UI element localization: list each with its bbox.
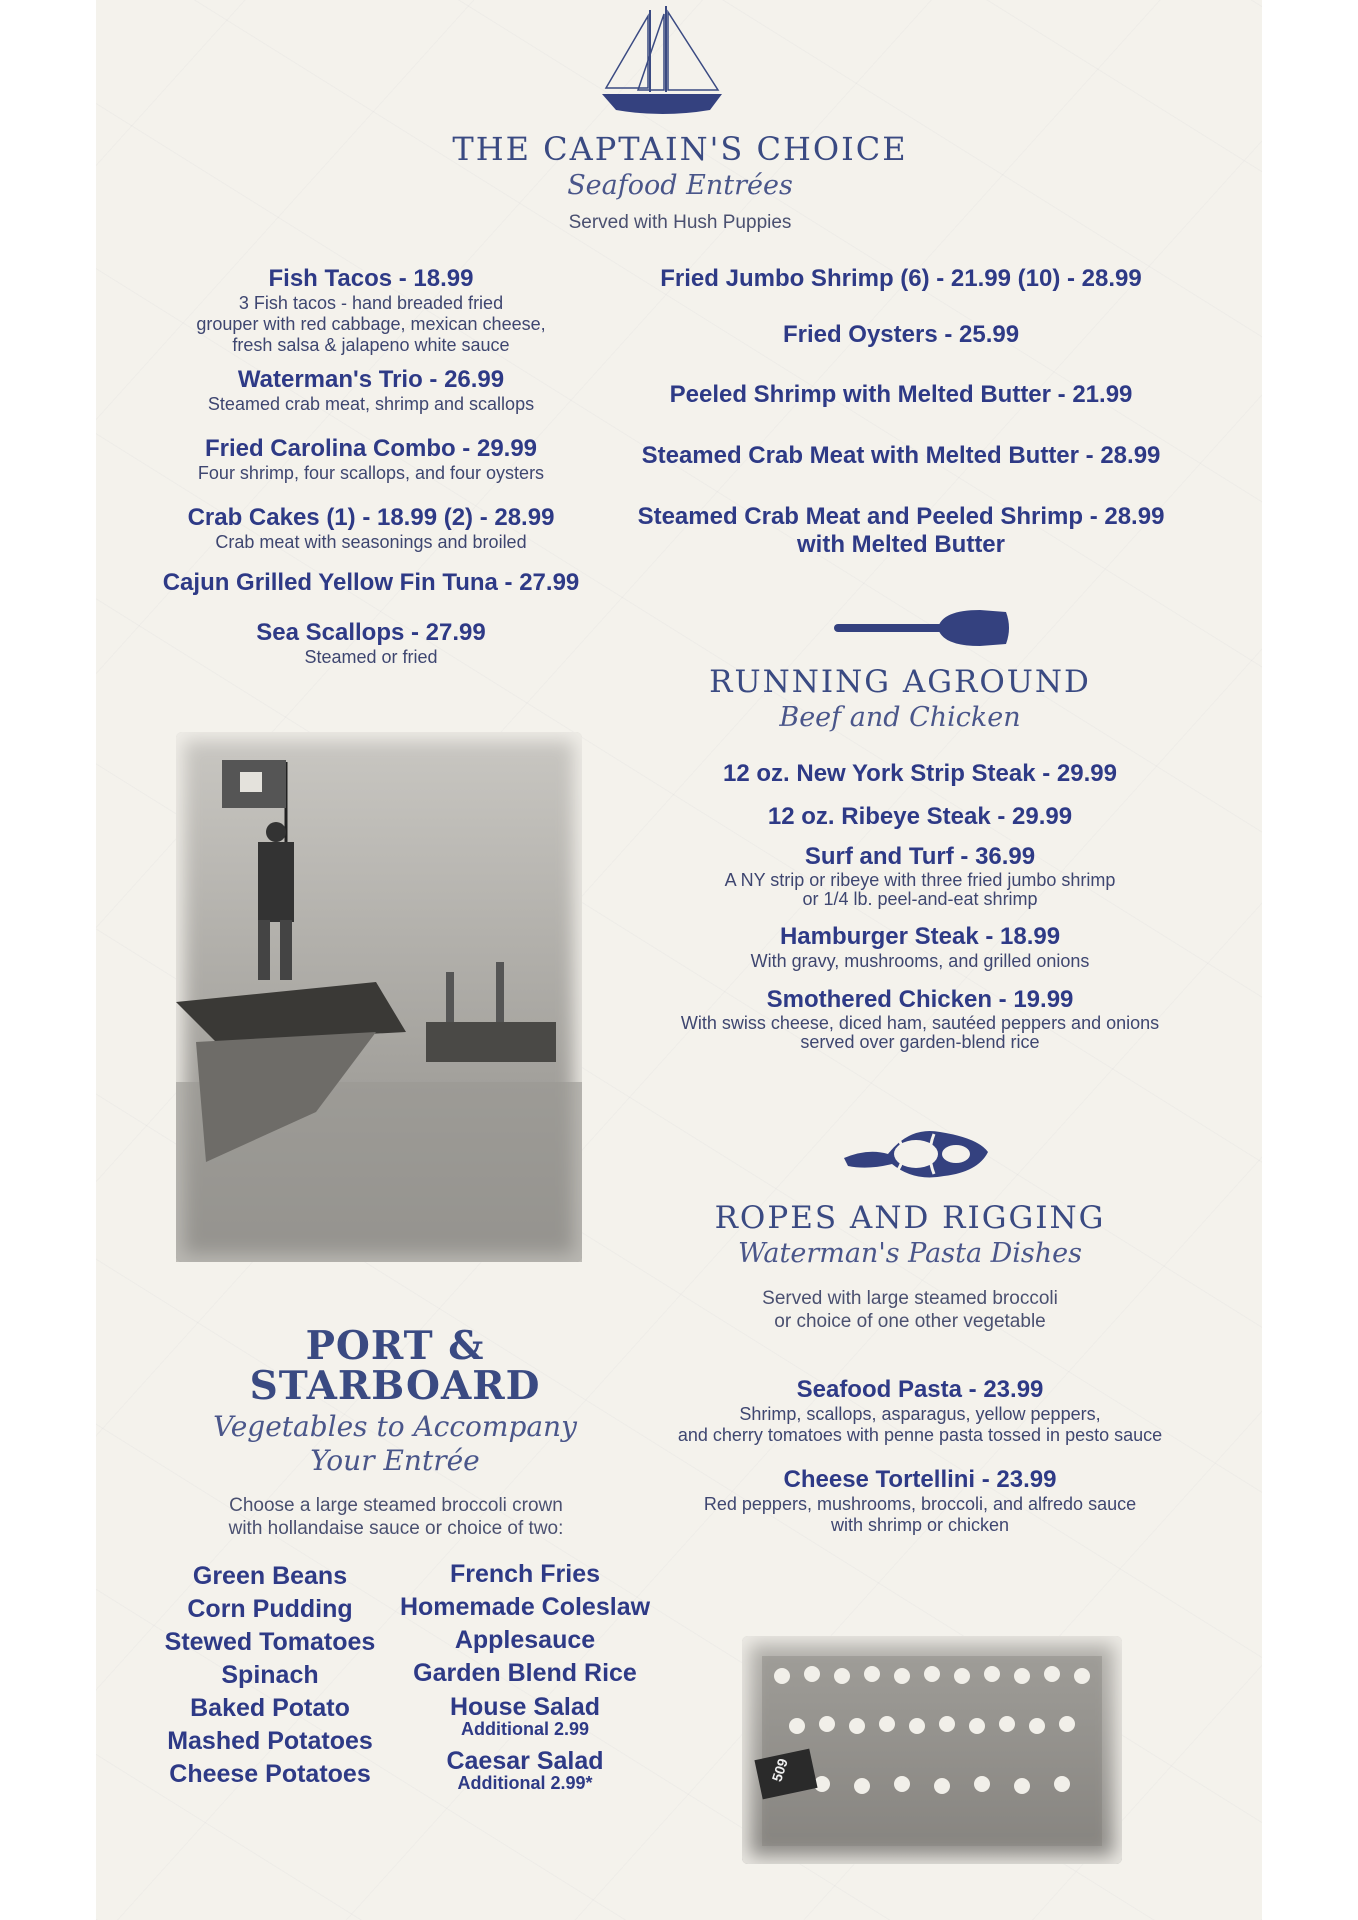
section-title-port-starboard xyxy=(200,1323,590,1409)
item-desc: and cherry tomatoes with penne pasta tossed in pesto sauce xyxy=(677,1425,1163,1445)
title-line: STARBOARD xyxy=(249,1363,541,1409)
item-desc: With swiss cheese, diced ham, sautéed peppers and onions xyxy=(680,1013,1160,1033)
title-line: PORT & xyxy=(305,1323,485,1369)
item-name: Hamburger Steak - 18.99 xyxy=(779,923,1061,950)
item-name: Surf and Turf - 36.99 xyxy=(804,843,1036,870)
section-title-ropes-rigging: ROPES AND RIGGING xyxy=(714,1200,1106,1236)
item-name: Fried Oysters - 25.99 xyxy=(782,321,1020,348)
veg-item: Cheese Potatoes xyxy=(169,1760,371,1788)
menu-item xyxy=(620,986,1220,1052)
veg-item: Baked Potato xyxy=(190,1694,350,1722)
menu-item xyxy=(136,366,606,415)
subtitle-line: Your Entrée xyxy=(310,1444,480,1477)
item-desc: Steamed or fried xyxy=(304,647,438,667)
note-line: with hollandaise sauce or choice of two: xyxy=(228,1518,564,1539)
item-desc: Four shrimp, four scallops, and four oysters xyxy=(197,463,545,483)
item-name: with Melted Butter xyxy=(797,531,1005,558)
left-menu-column xyxy=(136,265,606,668)
veg-list-right xyxy=(385,1558,665,1792)
veg-item-add-price: Additional 2.99* xyxy=(457,1773,593,1793)
aground-items xyxy=(620,760,1220,1052)
right-menu-column xyxy=(606,265,1196,559)
item-name: Peeled Shrimp with Melted Butter - 21.99 xyxy=(669,381,1133,408)
knot-icon xyxy=(838,1118,996,1190)
item-desc: or 1/4 lb. peel-and-eat shrimp xyxy=(802,889,1038,909)
veg-item: Green Beans xyxy=(192,1562,348,1590)
vintage-photo-flag xyxy=(176,732,582,1262)
menu-item xyxy=(136,265,606,356)
menu-item xyxy=(620,843,1220,909)
section-title-captains-choice: THE CAPTAIN'S CHOICE xyxy=(452,130,908,168)
item-name: Steamed Crab Meat and Peeled Shrimp - 28.99 xyxy=(637,503,1165,530)
item-name: 12 oz. Ribeye Steak - 29.99 xyxy=(767,803,1073,830)
veg-item: Applesauce xyxy=(454,1626,596,1654)
item-name: Steamed Crab Meat with Melted Butter - 28.99 xyxy=(641,442,1161,469)
item-name: Crab Cakes (1) - 18.99 (2) - 28.99 xyxy=(187,504,555,531)
item-desc: A NY strip or ribeye with three fried jumbo shrimp xyxy=(724,870,1116,890)
item-name: Cajun Grilled Yellow Fin Tuna - 27.99 xyxy=(162,569,580,596)
item-desc: Crab meat with seasonings and broiled xyxy=(215,532,527,552)
item-name: Smothered Chicken - 19.99 xyxy=(766,986,1074,1013)
item-name: Cheese Tortellini - 23.99 xyxy=(783,1466,1057,1493)
section-note-broccoli xyxy=(660,1287,1160,1333)
sailboat-icon xyxy=(598,6,726,118)
photo-scene xyxy=(176,732,582,1262)
section-subtitle-seafood: Seafood Entrées xyxy=(567,170,793,201)
veg-item: Stewed Tomatoes xyxy=(164,1628,376,1656)
note-line: Served with large steamed broccoli xyxy=(762,1288,1058,1309)
item-desc: with shrimp or chicken xyxy=(830,1515,1010,1535)
subtitle-line: Vegetables to Accompany xyxy=(213,1410,577,1443)
section-subtitle-beef-chicken: Beef and Chicken xyxy=(779,702,1021,733)
section-subtitle-pasta: Waterman's Pasta Dishes xyxy=(738,1238,1082,1269)
section-title-running-aground: RUNNING AGROUND xyxy=(709,664,1091,700)
pasta-items xyxy=(620,1376,1220,1536)
veg-item: Mashed Potatoes xyxy=(167,1727,373,1755)
item-desc: Red peppers, mushrooms, broccoli, and alfredo sauce xyxy=(703,1494,1137,1514)
item-desc: Steamed crab meat, shrimp and scallops xyxy=(207,394,535,414)
item-name: Seafood Pasta - 23.99 xyxy=(796,1376,1044,1403)
menu-item xyxy=(136,504,606,553)
menu-item xyxy=(136,435,606,484)
section-note-hush-puppies: Served with Hush Puppies xyxy=(568,212,792,233)
veg-item: Spinach xyxy=(221,1661,319,1689)
item-desc: With gravy, mushrooms, and grilled onions xyxy=(750,951,1090,971)
section-note-choose xyxy=(176,1494,616,1540)
item-name: Fish Tacos - 18.99 xyxy=(268,265,474,292)
menu-item xyxy=(620,1376,1220,1446)
item-name: Waterman's Trio - 26.99 xyxy=(237,366,505,393)
menu-item xyxy=(620,1466,1220,1536)
veg-list-left xyxy=(150,1560,390,1791)
menu-item xyxy=(136,619,606,668)
item-desc: served over garden-blend rice xyxy=(800,1032,1040,1052)
veg-item: French Fries xyxy=(449,1560,601,1588)
oar-icon xyxy=(830,606,1012,650)
section-subtitle-vegetables xyxy=(180,1410,610,1478)
item-desc: 3 Fish tacos - hand breaded fried xyxy=(238,293,504,313)
menu-item xyxy=(620,923,1220,972)
item-name: Sea Scallops - 27.99 xyxy=(256,619,486,646)
veg-item: Corn Pudding xyxy=(187,1595,353,1623)
note-line: Choose a large steamed broccoli crown xyxy=(229,1495,563,1516)
photo-badge-number: 509 xyxy=(768,1756,791,1784)
veg-item: Garden Blend Rice xyxy=(413,1659,637,1687)
item-name: Fried Jumbo Shrimp (6) - 21.99 (10) - 28.99 xyxy=(660,265,1142,292)
item-desc: grouper with red cabbage, mexican cheese, xyxy=(196,314,546,334)
photo-crowd xyxy=(742,1636,1122,1864)
veg-item-caesar-salad: Caesar Salad xyxy=(446,1747,604,1775)
veg-item-house-salad: House Salad xyxy=(449,1693,601,1721)
item-desc: Shrimp, scallops, asparagus, yellow peppers, xyxy=(739,1404,1101,1424)
veg-item: Homemade Coleslaw xyxy=(399,1593,651,1621)
vintage-photo-sailors xyxy=(742,1636,1122,1864)
item-name: Fried Carolina Combo - 29.99 xyxy=(204,435,538,462)
item-desc: fresh salsa & jalapeno white sauce xyxy=(232,335,510,355)
menu-item xyxy=(136,569,606,597)
item-name: 12 oz. New York Strip Steak - 29.99 xyxy=(723,760,1117,787)
veg-item-add-price: Additional 2.99 xyxy=(460,1719,590,1739)
note-line: or choice of one other vegetable xyxy=(774,1311,1046,1332)
